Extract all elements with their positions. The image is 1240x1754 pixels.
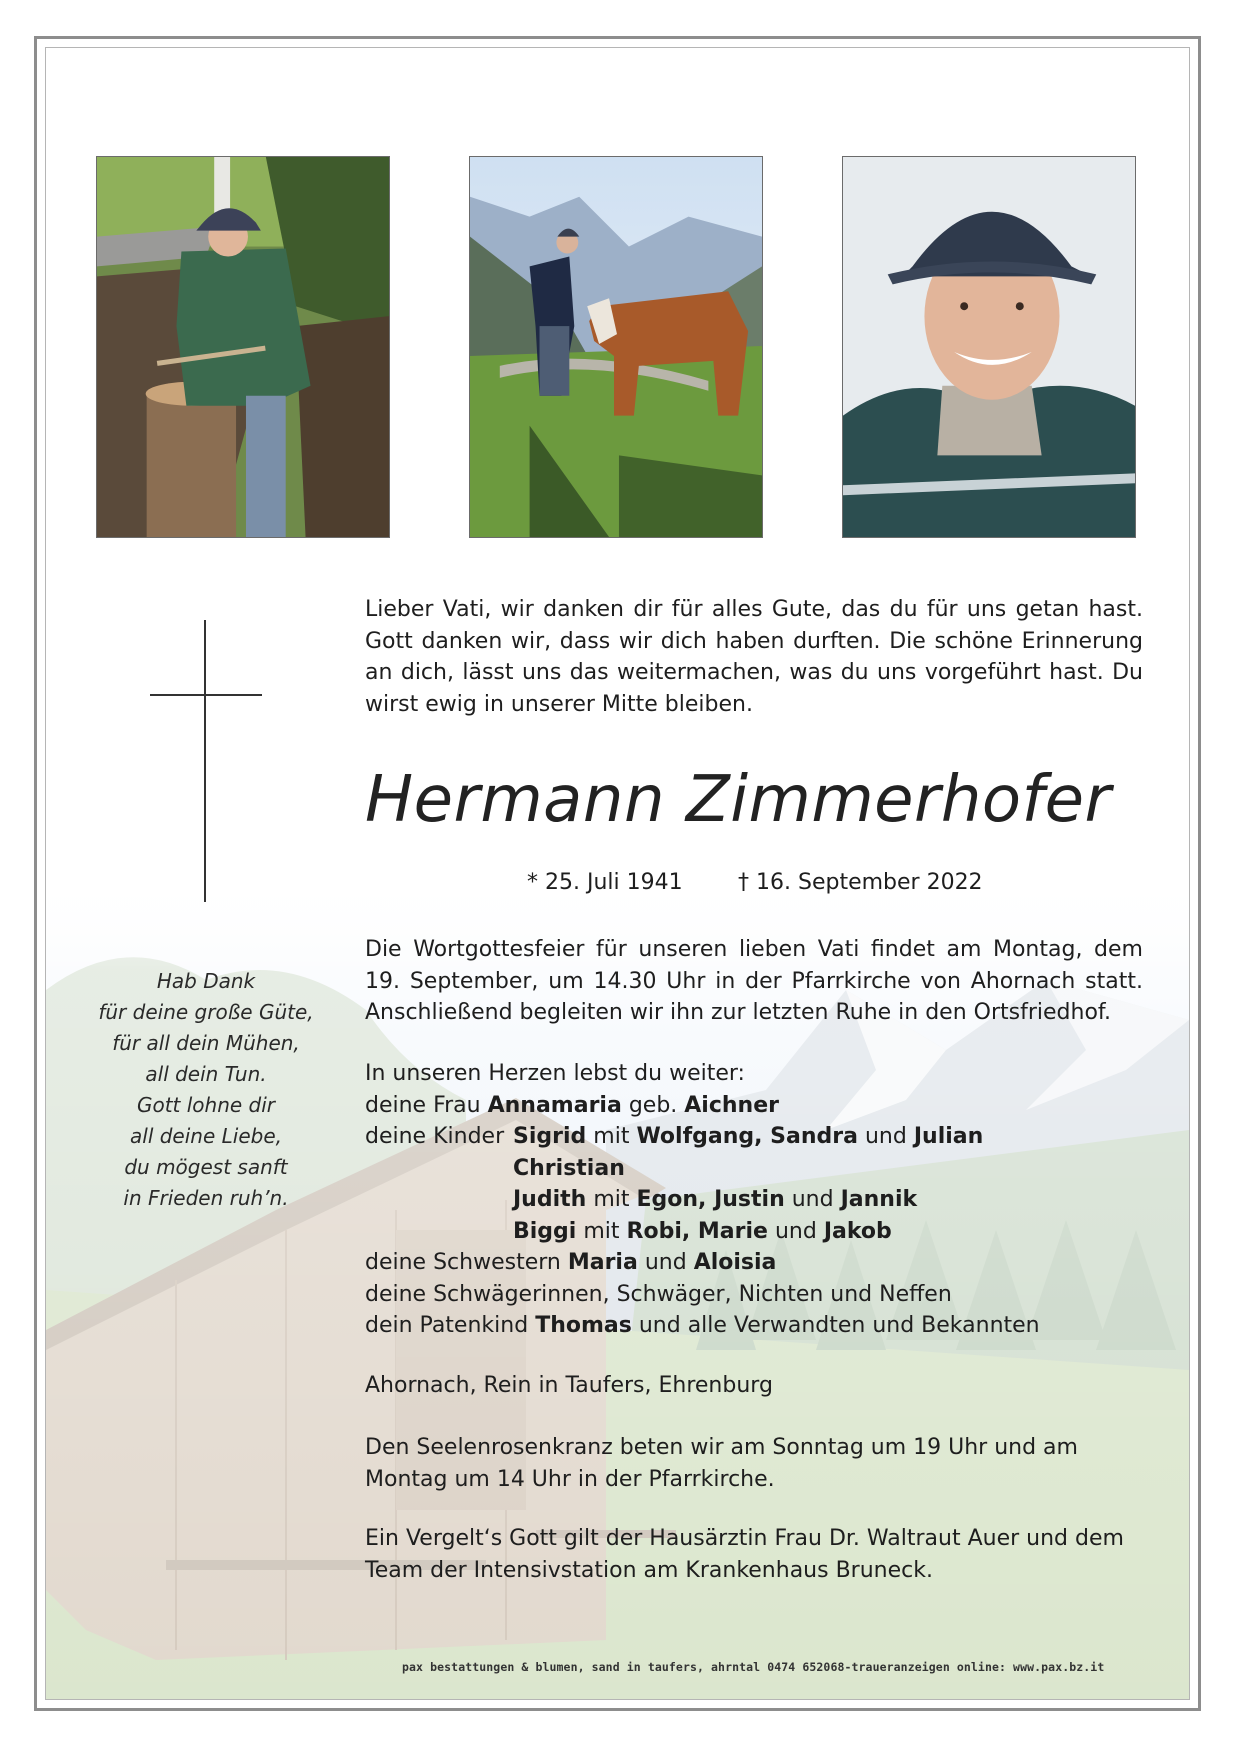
mourner-in-laws: deine Schwägerinnen, Schwäger, Nichten und Neffen <box>365 1281 952 1307</box>
mourner-sisters: deine Schwestern Maria und Aloisia <box>365 1250 777 1275</box>
child-line: Sigrid mit Wolfgang, Sandra und Julian <box>513 1124 984 1149</box>
poem-line: Hab Dank <box>156 969 256 993</box>
children-label: deine Kinder <box>365 1124 505 1149</box>
mourners-list <box>365 1058 1143 1342</box>
footer-imprint: pax bestattungen & blumen, sand in taufers, ahrntal 0474 652068-traueranzeigen online: www.pax.bz.it <box>402 1660 1105 1674</box>
poem-line: all dein Tun. <box>145 1062 267 1086</box>
child-line: Judith mit Egon, Justin und Jannik <box>513 1187 918 1212</box>
mourner-wife: deine Frau Annamaria geb. Aichner <box>365 1092 779 1118</box>
poem-line: all deine Liebe, <box>130 1124 282 1148</box>
child-line: Biggi mit Robi, Marie und Jakob <box>513 1218 892 1244</box>
cross-icon <box>150 620 262 902</box>
photo-calf-meadow <box>469 156 763 538</box>
death-date: † 16. September 2022 <box>738 870 983 895</box>
thanks-text: Ein Vergelt‘s Gott gilt der Hausärztin Frau Dr. Waltraut Auer und dem Team der Intensivstation am Krankenhaus Bruneck. <box>365 1526 1124 1583</box>
photo-woodchopping <box>96 156 390 538</box>
deceased-name: Hermann Zimmerhofer <box>365 763 1112 837</box>
child-line: Christian <box>513 1155 625 1181</box>
mourner-godchild: dein Patenkind Thomas und alle Verwandten und Bekannten <box>365 1313 1040 1338</box>
intro-text: Lieber Vati, wir danken dir für alles Gute, das du für uns getan hast. Gott danken wir, dass wir dich haben durften. Die schöne Erinnerung an dich, lässt uns das weitermachen, was du uns vorgeführt hast. Du wirst ewig in unserer Mitte bleiben. <box>365 597 1143 717</box>
locality-text: Ahornach, Rein in Taufers, Ehrenburg <box>365 1373 773 1398</box>
poem-line: Gott lohne dir <box>136 1093 276 1117</box>
poem-line: für all dein Mühen, <box>112 1031 300 1055</box>
rosary-text: Den Seelenrosenkranz beten wir am Sonntag um 19 Uhr und am Montag um 14 Uhr in der Pfarrkirche. <box>365 1435 1078 1492</box>
service-text: Die Wortgottesfeier für unseren lieben Vati findet am Montag, dem 19. September, um 14.30 Uhr in der Pfarrkirche von Ahornach statt. Anschließend begleiten wir ihn zur letzten Ruhe in den Ortsfriedhof. <box>365 937 1143 1025</box>
mourners-heading: In unseren Herzen lebst du weiter: <box>365 1061 745 1086</box>
poem-line: du mögest sanft <box>124 1155 288 1179</box>
poem <box>86 966 326 1214</box>
poem-line: in Frieden ruh’n. <box>123 1186 289 1210</box>
photo-portrait <box>842 156 1136 538</box>
mourner-children <box>365 1121 1143 1247</box>
birth-date: * 25. Juli 1941 <box>527 870 683 895</box>
poem-line: für deine große Güte, <box>98 1000 314 1024</box>
